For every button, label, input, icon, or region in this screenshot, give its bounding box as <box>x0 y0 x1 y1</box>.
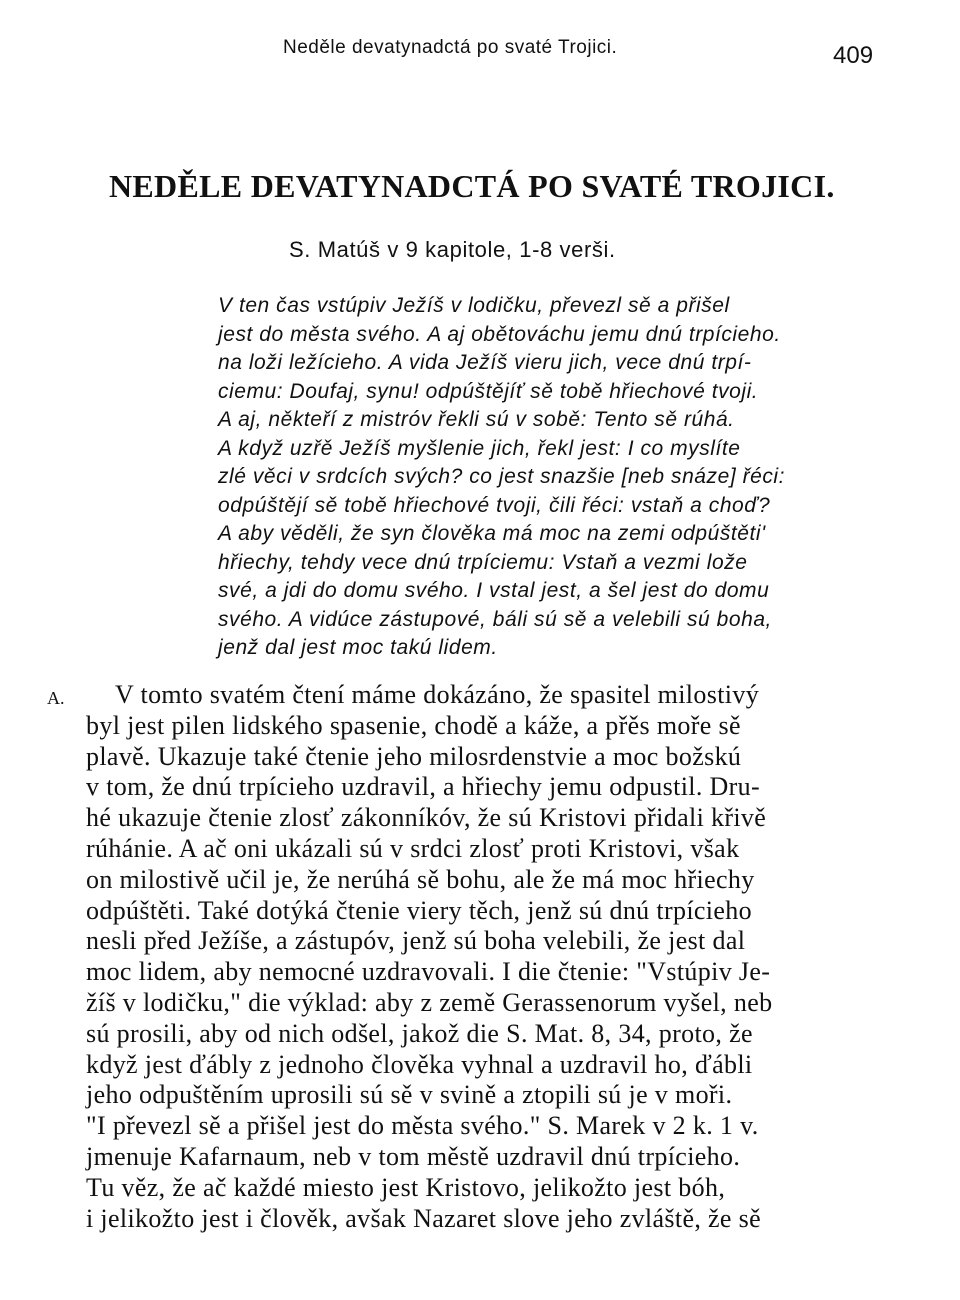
commentary-line: Tu věz, že ač každé miesto jest Kristovo, jelikožto jest bóh, <box>86 1172 726 1202</box>
commentary-line: jeho odpuštěním uprosili sú sě v svině a ztopili sú je v moři. <box>86 1080 733 1110</box>
reading-line: na loži ležícieho. A vida Ježíš vieru jich, vece dnú trpí- <box>218 351 752 374</box>
commentary-line: když jest ďábly z jednoho člověka vyhnal a uzdravil ho, ďábli <box>86 1049 753 1079</box>
commentary-line: rúhánie. A ač oni ukázali sú v srdci zlosť proti Kristovi, však <box>86 833 740 863</box>
commentary-line: hé ukazuje čtenie zlosť zákonníkóv, že sú Kristovi přidali křivě <box>86 803 767 833</box>
commentary-line: žíš v lodičku," die výklad: aby z země Gerassenorum vyšel, neb <box>86 987 773 1017</box>
commentary-line: moc lidem, aby nemocné uzdravovali. I die čtenie: "Vstúpiv Je- <box>86 957 771 987</box>
reading-line: V ten čas vstúpiv Ježíš v lodičku, převezl sě a přišel <box>218 294 730 317</box>
reading-line: A když uzřě Ježíš myšlenie jich, řekl jest: I co myslíte <box>218 436 741 460</box>
chapter-title: NEDĚLE DEVATYNADCTÁ PO SVATÉ TROJICI. <box>109 168 835 204</box>
commentary-line: v tom, že dnú trpícieho uzdravil, a hřiechy jemu odpustil. Dru- <box>86 772 761 802</box>
commentary-line: byl jest pilen lidského spasenie, chodě a káže, a přěs moře sě <box>86 710 741 740</box>
reading-line: své, a jdi do domu svého. I vstal jest, a šel jest do domu <box>218 579 770 602</box>
reading-line: A aj, někteří z mistróv řekli sú v sobě: Tento sě rúhá. <box>218 408 735 431</box>
reading-line: jest do města svého. A aj obětováchu jemu dnú trpícieho. <box>218 322 781 346</box>
reading-line: hřiechy, tehdy vece dnú trpíciemu: Vstaň a vezmi lože <box>218 550 748 574</box>
commentary-line: sú prosili, aby od nich odšel, jakož die S. Mat. 8, 34, proto, že <box>86 1018 753 1048</box>
commentary-line: plavě. Ukazuje také čtenie jeho milosrdenstvie a moc božskú <box>86 741 742 771</box>
reading-line: odpúštějí sě tobě hřiechové tvoji, čili řéci: vstaň a choď? <box>218 493 771 517</box>
scripture-reference: S. Matúš v 9 kapitole, 1-8 verši. <box>289 237 616 262</box>
reading-line: ciemu: Doufaj, synu! odpúštějíť sě tobě hřiechové tvoji. <box>218 379 759 403</box>
gospel-reading <box>218 292 878 663</box>
commentary-line: i jelikožto jest i člověk, avšak Nazaret slove jeho zvláště, že sě <box>86 1203 762 1233</box>
commentary-text <box>86 680 886 1234</box>
reading-line: jenž dal jest moc takú lidem. <box>218 636 498 659</box>
reading-line: A aby věděli, že syn člověka má moc na zemi odpúštěti' <box>218 522 766 545</box>
commentary-line: jmenuje Kafarnaum, neb v tom městě uzdravil dnú trpícieho. <box>86 1141 741 1171</box>
commentary-line: odpúštěti. Také dotýká čtenie viery těch, jenž sú dnú trpícieho <box>86 895 752 925</box>
page-number: 409 <box>833 42 874 69</box>
commentary-line: "I převezl sě a přišel jest do města svého." S. Marek v 2 k. 1 v. <box>86 1111 759 1141</box>
commentary-line: nesli před Ježíše, a zástupóv, jenž sú boha velebili, že jest dal <box>86 926 746 956</box>
reading-line: svého. A vidúce zástupové, báli sú sě a velebili sú boha, <box>218 607 772 631</box>
reading-line: zlé věci v srdcích svých? co jest snazšie [neb snáze] řéci: <box>218 465 786 488</box>
commentary-line: V tomto svatém čtení máme dokázáno, že spasitel milostivý <box>115 680 760 709</box>
commentary-line: on milostivě učil je, že nerúhá sě bohu, ale že má moc hřiechy <box>86 864 755 894</box>
section-marker: A. <box>47 688 65 708</box>
running-header: Neděle devatynadctá po svaté Trojici. <box>283 37 618 58</box>
